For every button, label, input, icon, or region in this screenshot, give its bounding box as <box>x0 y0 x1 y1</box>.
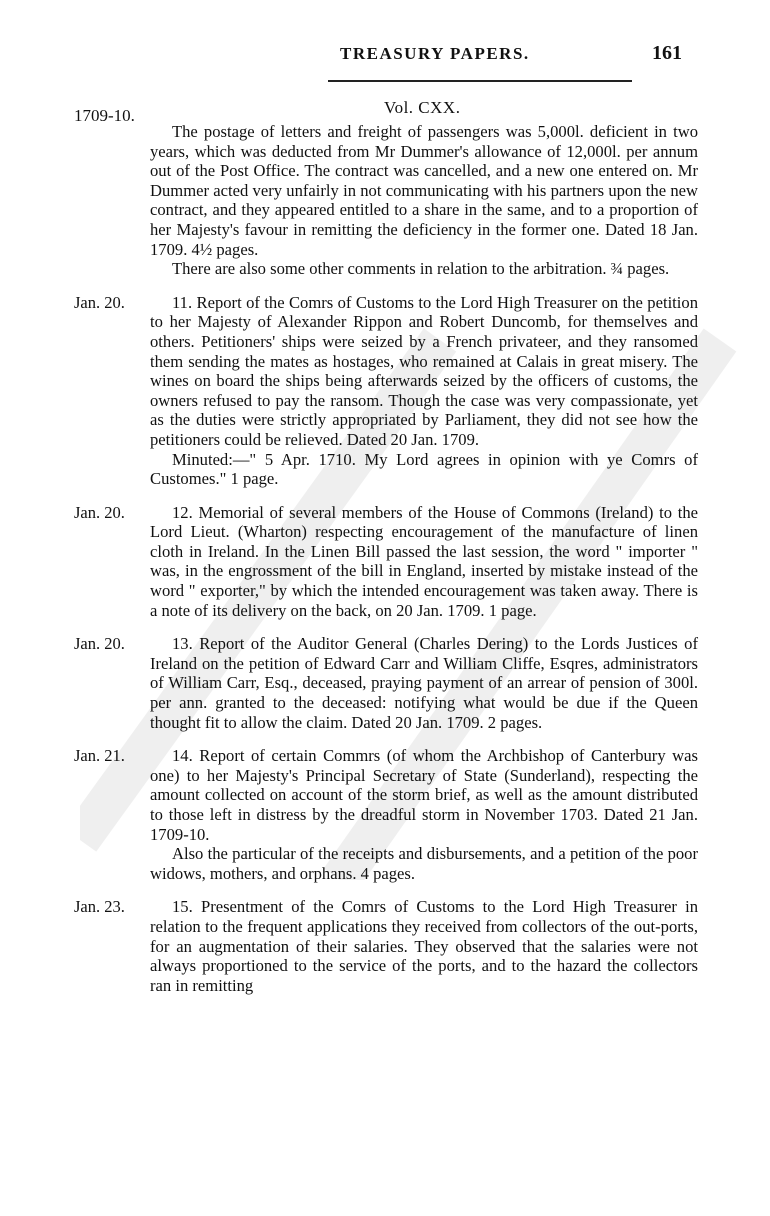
entry-date: Jan. 20. <box>74 292 125 312</box>
entry-12 <box>0 503 770 621</box>
entry-date: Jan. 20. <box>74 502 125 522</box>
page-body <box>0 96 770 995</box>
entry-14 <box>0 746 770 883</box>
entry-continued <box>0 122 770 279</box>
page-number: 161 <box>652 42 682 64</box>
entry-paragraph: 13. Report of the Auditor General (Charles Dering) to the Lords Justices of Ireland on the petition of Edward Carr and William Cliffe, Esqres, administrators of William Carr, Esq., deceased, praying payment of an arrear of pension of 300l. per ann. granted to the deceased: notifying what would be due if the Queen thought fit to allow the claim. Dated 20 Jan. 1709. 2 pages. <box>150 634 698 732</box>
volume-label: Vol. CXX. <box>384 98 461 117</box>
header-rule <box>328 80 632 82</box>
entry-paragraph: 12. Memorial of several members of the House of Commons (Ireland) to the Lord Lieut. (Wharton) respecting encouragement of the manufacture of linen cloth in Ireland. In the Linen Bill passed the last session, the word " importer " was, in the engrossment of the bill in England, inserted by mistake instead of the word " exporter," by which the intended encouragement was taken away. There is a note of its delivery on the back, on 20 Jan. 1709. 1 page. <box>150 502 698 620</box>
entry-15 <box>0 897 770 995</box>
entry-paragraph: The postage of letters and freight of passengers was 5,000l. deficient in two years, which was deducted from Mr Dummer's allowance of 12,000l. per annum out of the Post Office. The contract was cancelled, and a new one entered on. Mr Dummer acted very unfairly in not communicating with his partners upon the new contract, and they appeared entitled to a share in the same, and to a proportion of her Majesty's favour in remitting the deficiency in the former one. Dated 18 Jan. 1709. 4½ pages. <box>150 122 698 259</box>
entry-paragraph: 15. Presentment of the Comrs of Customs to the Lord High Treasurer in relation to the frequent applications they received from collectors of the out-ports, for an augmentation of their salaries. They observed that the salaries were not always proportioned to the service of the ports, and to the hazard the collectors ran in remitting <box>150 897 698 995</box>
entry-13 <box>0 634 770 732</box>
entry-date: Jan. 21. <box>74 746 125 766</box>
entry-paragraph: 11. Report of the Comrs of Customs to the Lord High Treasurer on the petition to her Majesty of Alexander Rippon and Robert Duncomb, for themselves and others. Petitioners' ships were seized by a French privateer, and they ransomed them sending the mates as hostages, who remained at Calais in great misery. The wines on board the ships being afterwards seized by the officers of customs, the owners refused to pay the ransom. Though the case was very compassionate, yet as the duties were strictly appropriated by Parliament, they did not see how the petitioners could be relieved. Dated 20 Jan. 1709. <box>150 292 698 449</box>
volume-year: 1709-10. <box>74 106 135 125</box>
entry-11 <box>0 293 770 489</box>
entry-paragraph: Minuted:—" 5 Apr. 1710. My Lord agrees in opinion with ye Comrs of Customes." 1 page. <box>150 449 698 489</box>
volume-heading <box>0 96 770 125</box>
entry-paragraph: There are also some other comments in relation to the arbitration. ¾ pages. <box>172 259 670 279</box>
entry-date: Jan. 20. <box>74 634 125 654</box>
entry-paragraph: Also the particular of the receipts and disbursements, and a petition of the poor widows, mothers, and orphans. 4 pages. <box>150 844 698 883</box>
entry-date: Jan. 23. <box>74 897 125 917</box>
entry-paragraph: 14. Report of certain Commrs (of whom the Archbishop of Canterbury was one) to her Majesty's Principal Secretary of State (Sunderland), respecting the amount collected on account of the storm brief, as well as the amount distributed to those left in distress by the dreadful storm in November 1703. Dated 21 Jan. 1709-10. <box>150 746 698 844</box>
running-title: TREASURY PAPERS. <box>340 44 530 63</box>
page-header <box>0 0 770 90</box>
